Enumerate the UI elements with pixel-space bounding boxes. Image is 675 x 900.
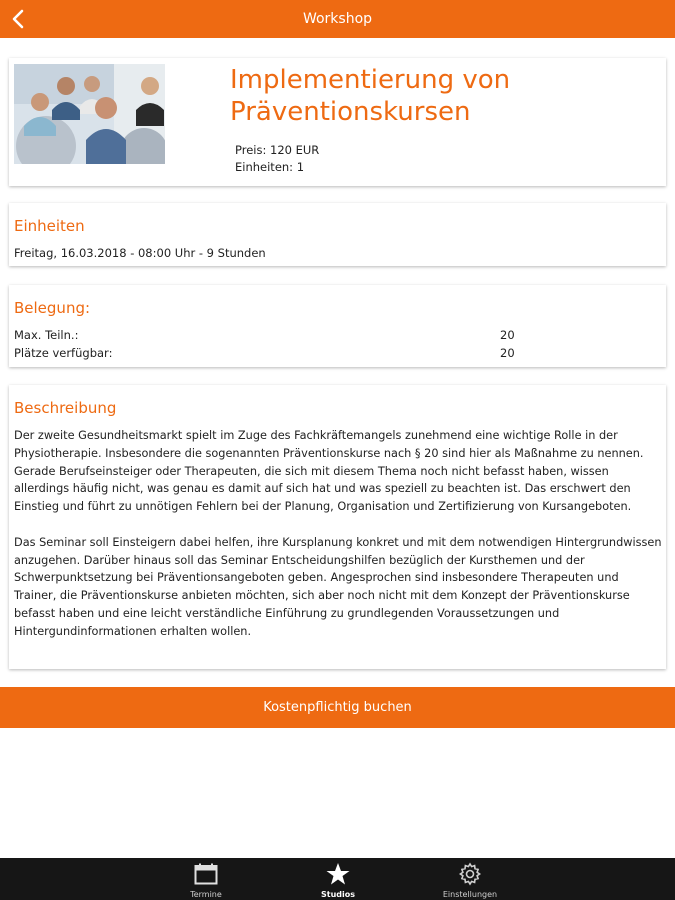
price-label: Preis: 120 EUR <box>235 143 320 157</box>
page-title: Workshop <box>302 11 373 27</box>
back-button[interactable] <box>6 6 30 32</box>
max-participants-value: 20 <box>500 328 515 342</box>
description-card <box>9 385 666 669</box>
available-seats-row <box>14 346 654 360</box>
course-title-line-2: Präventionskursen <box>230 97 471 127</box>
calendar-icon <box>194 862 218 886</box>
units-heading: Einheiten <box>14 217 85 235</box>
available-seats-label: Plätze verfügbar: <box>14 346 113 360</box>
occupancy-heading: Belegung: <box>14 299 91 317</box>
tab-studios-label: Studios <box>320 890 355 899</box>
max-participants-row <box>14 328 654 342</box>
course-title-line-1: Implementierung von <box>230 65 511 95</box>
unit-entry: Freitag, 16.03.2018 - 08:00 Uhr - 9 Stunden <box>14 246 266 260</box>
top-app-bar <box>0 0 675 38</box>
units-count-label: Einheiten: 1 <box>235 160 305 174</box>
max-participants-label: Max. Teiln.: <box>14 328 79 342</box>
available-seats-value: 20 <box>500 346 515 360</box>
chevron-left-icon <box>11 9 25 29</box>
course-summary-card <box>9 58 666 186</box>
tab-einstellungen[interactable] <box>410 858 530 900</box>
gear-icon <box>458 862 482 886</box>
course-meta <box>235 142 319 176</box>
course-image <box>14 64 165 164</box>
description-paragraph-1: Der zweite Gesundheitsmarkt spielt im Zuge des Fachkräftemangels zunehmend eine wichtige Rolle in der Physiotherapie. Insbesondere die sogenannten Präventionskurse nach § 20 sind hier als Maßnahme zu nennen. Gerade Berufseinsteiger oder Therapeuten, die sich mit diesem Thema noch nicht befasst haben, wissen allerdings häufig nicht, was genau es damit auf sich hat und was speziell zu beachten ist. Das erschwert den Einstieg und führt zu unnötigen Fehlern bei der Planung, Organisation und Zertifizierung von Kursangeboten. <box>14 429 644 514</box>
tab-termine[interactable] <box>146 858 266 900</box>
description-paragraph-2: Das Seminar soll Einsteigern dabei helfen, ihre Kursplanung konkret und mit dem notwendigen Hintergrundwissen anzugehen. Darüber hinaus soll das Seminar Entscheidungshilfen bezüglich der Kursthemen und der Schwerpunktsetzung bei Präventionsangeboten geben. Angesprochen sind insbesondere Therapeuten und Trainer, die Präventionskurse anbieten möchten, sich aber noch nicht mit dem Konzept der Präventionskurse befasst haben und eine leicht verständliche Einführung zu grundlegenden Voraussetzungen und Hintergundinformationen erhalten wollen. <box>14 535 662 638</box>
occupancy-card <box>9 285 666 367</box>
course-title <box>230 64 650 128</box>
tab-einstellungen-label: Einstellungen <box>442 890 498 899</box>
description-heading: Beschreibung <box>14 399 117 417</box>
tab-termine-label: Termine <box>190 890 222 899</box>
bottom-tab-bar <box>0 858 675 900</box>
description-text <box>14 427 664 658</box>
units-card <box>9 203 666 266</box>
tab-studios[interactable] <box>278 858 398 900</box>
book-button[interactable]: Kostenpflichtig buchen <box>0 687 675 728</box>
star-icon <box>326 862 350 886</box>
